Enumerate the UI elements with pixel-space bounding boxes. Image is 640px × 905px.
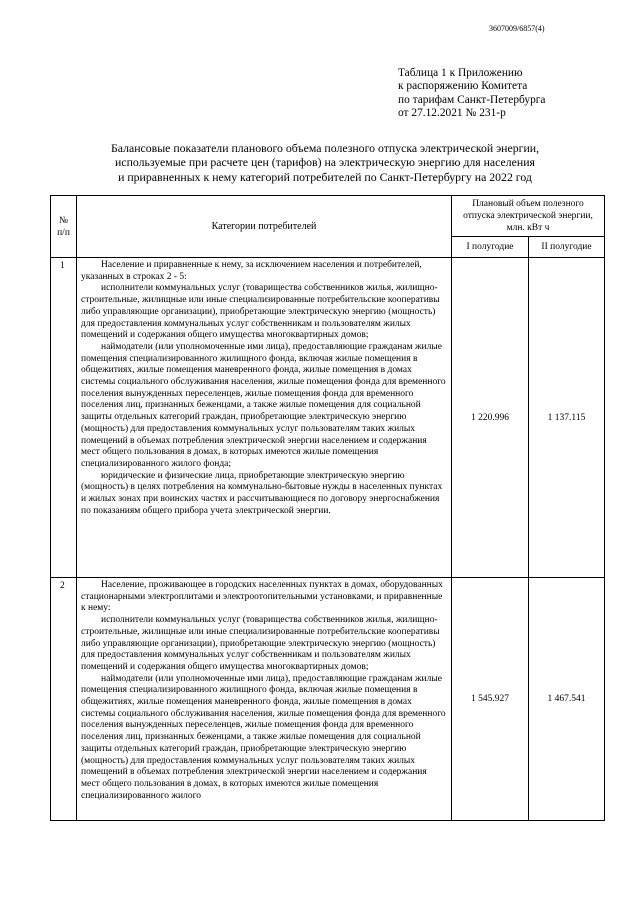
title-line: используемые при расчете цен (тарифов) на электрическую энергию для населения xyxy=(115,155,535,170)
row-value-half1: 1 545.927 xyxy=(452,578,529,821)
row-category-text xyxy=(77,258,452,578)
document-title xyxy=(60,141,590,184)
row-value-half1: 1 220.996 xyxy=(452,258,529,578)
category-paragraph: исполнители коммунальных услуг (товарищества собственников жилья, жилищно-строительные, жилищные или иные специализированные потребительские кооперативы либо управляющие организации), приобретающие электрическую энергию (мощность) для предоставления коммунальных услуг собственникам и пользователям жилых помещений и содержания общего имущества многоквартирных домов; xyxy=(81,615,440,672)
table-header-row xyxy=(51,196,605,237)
category-paragraph: наймодатели (или уполномоченные ими лица), предоставляющие гражданам жилые помещения специализированного жилищного фонда, включая жилые помещения в общежитиях, жилые помещения маневренного фонда, жилые помещения в домах системы социального обслуживания населения, жилые помещения фонда для временного поселения вынужденных переселенцев, жилые помещения фонда для временного поселения лиц, признанных беженцами, а также жилые помещения для социальной защиты отдельных категорий граждан, приобретающие электрическую энергию (мощность) для предоставления коммунальных услуг пользователям таких жилых помещений в объемах потребления электрической энергии населением и содержания мест общего пользования в домах, в которых имеются жилые помещения специализированного жилого фонда; xyxy=(81,341,446,469)
appendix-line: Таблица 1 к Приложению xyxy=(398,67,523,79)
category-paragraph: наймодатели (или уполномоченные ими лица), предоставляющие гражданам жилые помещения специализированного жилищного фонда, включая жилые помещения в общежитиях, жилые помещения маневренного фонда, жилые помещения в домах системы социального обслуживания населения, жилые помещения фонда для временного поселения вынужденных переселенцев, жилые помещения фонда для временного поселения лиц, признанных беженцами, а также жилые помещения для социальной защиты отдельных категорий граждан, приобретающие электрическую энергию (мощность) для предоставления коммунальных услуг пользователям таких жилых помещений в объемах потребления электрической энергии населением и содержания мест общего пользования в домах, в которых имеются жилые помещения специализированного жилого xyxy=(81,673,446,801)
header-volume-line: отпуска электрической энергии, xyxy=(463,211,593,221)
table-row xyxy=(51,578,605,821)
appendix-line: от 27.12.2021 № 231-р xyxy=(398,107,506,120)
header-num-line: № xyxy=(58,215,69,226)
category-paragraph: Население, проживающее в городских населенных пунктах в домах, оборудованных стационарными электроплитами и электроотопительными установками, и приравненные к нему: xyxy=(81,580,443,614)
category-paragraph: юридические и физические лица, приобретающие электрическую энергию (мощность) в целях потребления на коммунально-бытовые нужды в населенных пунктах и жилых зонах при воинских частях и рассчитывающиеся по договору энергоснабжения по показаниям общего прибора учета электрической энергии. xyxy=(81,470,443,516)
header-category: Категории потребителей xyxy=(77,196,452,258)
row-value-half2: 1 137.115 xyxy=(529,258,605,578)
title-line: и приравненных к нему категорий потребителей по Санкт-Петербургу на 2022 год xyxy=(118,169,532,184)
row-number: 2 xyxy=(51,578,77,821)
category-paragraph: Население и приравненные к нему, за исключением населения и потребителей, указанных в строках 2 - 5: xyxy=(81,260,422,282)
header-volume-line: Плановый объем полезного xyxy=(472,199,584,209)
table-row xyxy=(51,258,605,578)
header-half2: II полугодие xyxy=(529,237,605,258)
header-half1: I полугодие xyxy=(452,237,529,258)
row-category-text xyxy=(77,578,452,821)
category-text-clip xyxy=(81,580,446,818)
header-num-line: п/п xyxy=(57,227,70,238)
balance-table xyxy=(50,195,605,821)
row-value-half2: 1 467.541 xyxy=(529,578,605,821)
category-paragraph: исполнители коммунальных услуг (товарищества собственников жилья, жилищно-строительные, жилищные или иные специализированные потребительские кооперативы либо управляющие организации), приобретающие электрическую энергию (мощность) для предоставления коммунальных услуг собственникам и пользователям жилых помещений и содержания общего имущества многоквартирных домов; xyxy=(81,283,440,341)
appendix-reference xyxy=(398,67,546,121)
appendix-line: по тарифам Санкт-Петербурга xyxy=(398,93,546,106)
row-number: 1 xyxy=(51,258,77,578)
header-num xyxy=(51,196,77,258)
header-volume xyxy=(452,196,605,237)
header-volume-line: млн. кВт ч xyxy=(506,223,550,233)
title-line: Балансовые показатели планового объема полезного отпуска электрической энергии, xyxy=(110,141,540,155)
appendix-line: к распоряжению Комитета xyxy=(398,80,528,93)
document-code: 3607009/6857(4) xyxy=(489,24,545,33)
